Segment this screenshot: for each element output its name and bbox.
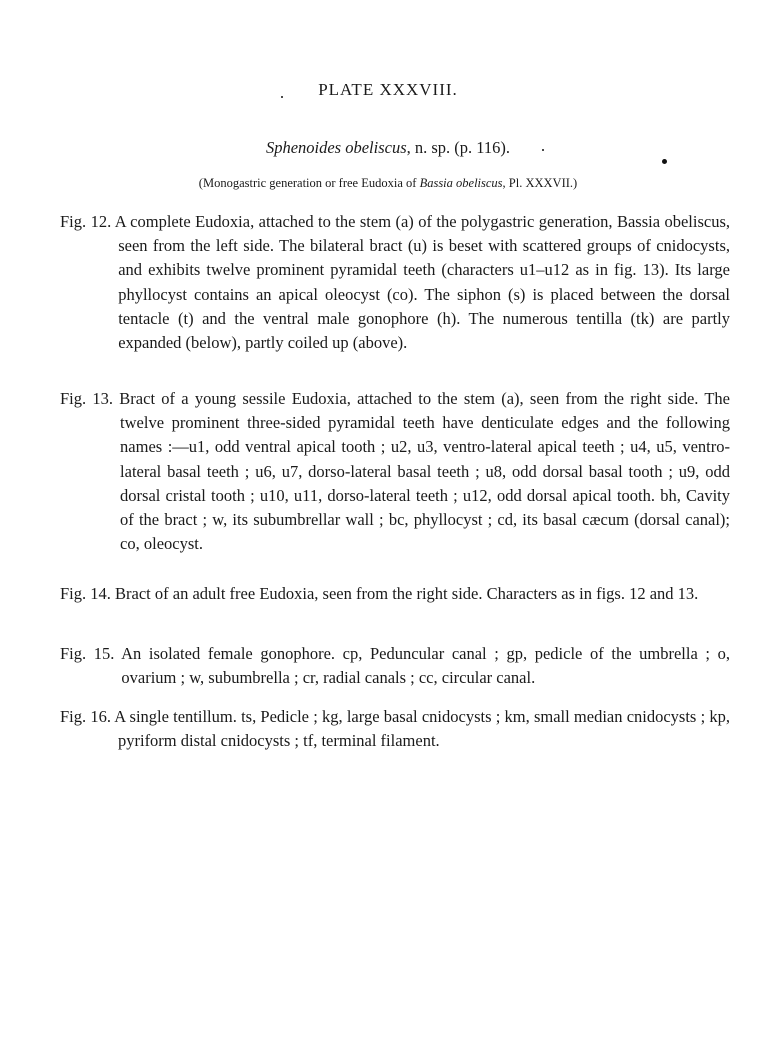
- figure-caption-15: [60, 642, 730, 690]
- subtitle-taxon: Bassia obeliscus: [419, 176, 503, 190]
- species-reference: , n. sp. (p. 116).: [406, 138, 511, 157]
- figure-caption-text: [60, 387, 730, 556]
- print-speck: [662, 159, 667, 164]
- plate-title: PLATE XXXVIII.: [318, 80, 458, 99]
- figure-description: Bract of a young sessile Eudoxia, attached to the stem (a), seen from the right side. The twelve prominent three-sided pyramidal teeth have denticulate edges and the following names :—u1, odd ventral apical tooth ; u2, u3, ventro-lateral apical teeth ; u4, u5, ventro-lateral basal teeth ; u6, u7, dorso-lateral basal teeth ; u8, odd dorsal basal tooth ; u9, odd dorsal cristal tooth ; u10, u11, dorso-lateral teeth ; u12, odd dorsal apical tooth. bh, Cavity of the bract ; w, its subumbrellar wall ; bc, phyllocyst ; cd, its basal cæcum (dorsal canal); co, oleocyst.: [119, 389, 731, 554]
- figure-caption-text: [60, 705, 730, 753]
- figure-label: Fig. 16.: [60, 707, 111, 726]
- figure-caption-16: [60, 705, 730, 753]
- figure-caption-text: [60, 642, 730, 690]
- figure-description: An isolated female gonophore. cp, Peduncular canal ; gp, pedicle of the umbrella ; o, ovarium ; w, subumbrella ; cr, radial canals ; cc, circular canal.: [121, 644, 730, 688]
- subtitle-prefix: (Monogastric generation or free Eudoxia of: [198, 176, 420, 190]
- figure-caption-12: [60, 210, 730, 355]
- figure-label: Fig. 13.: [60, 389, 114, 408]
- species-heading: [0, 138, 776, 158]
- subtitle: [0, 176, 776, 191]
- figure-caption-text: [60, 582, 730, 606]
- figure-caption-14: [60, 582, 730, 606]
- figure-caption-text: [60, 210, 730, 355]
- figure-description: Bract of an adult free Eudoxia, seen from the right side. Characters as in figs. 12 and 13.: [115, 584, 699, 603]
- figure-label: Fig. 15.: [60, 644, 115, 663]
- print-speck: [542, 149, 544, 151]
- figure-label: Fig. 12.: [60, 212, 112, 231]
- figure-label: Fig. 14.: [60, 584, 111, 603]
- species-name: Sphenoides obeliscus: [265, 138, 407, 157]
- figure-description: A complete Eudoxia, attached to the stem (a) of the polygastric generation, Bassia obeliscus, seen from the left side. The bilateral bract (u) is beset with scattered groups of cnidocysts, and exhibits twelve prominent pyramidal teeth (characters u1–u12 as in fig. 13). Its large phyllocyst contains an apical oleocyst (co). The siphon (s) is placed between the dorsal tentacle (t) and the ventral male gonophore (h). The numerous tentilla (tk) are partly expanded (below), partly coiled up (above).: [114, 212, 731, 353]
- print-speck: [281, 96, 283, 98]
- figure-caption-13: [60, 387, 730, 556]
- subtitle-suffix: , Pl. XXXVII.): [502, 176, 578, 190]
- figure-description: A single tentillum. ts, Pedicle ; kg, large basal cnidocysts ; km, small median cnidocysts ; kp, pyriform distal cnidocysts ; tf, terminal filament.: [114, 707, 730, 751]
